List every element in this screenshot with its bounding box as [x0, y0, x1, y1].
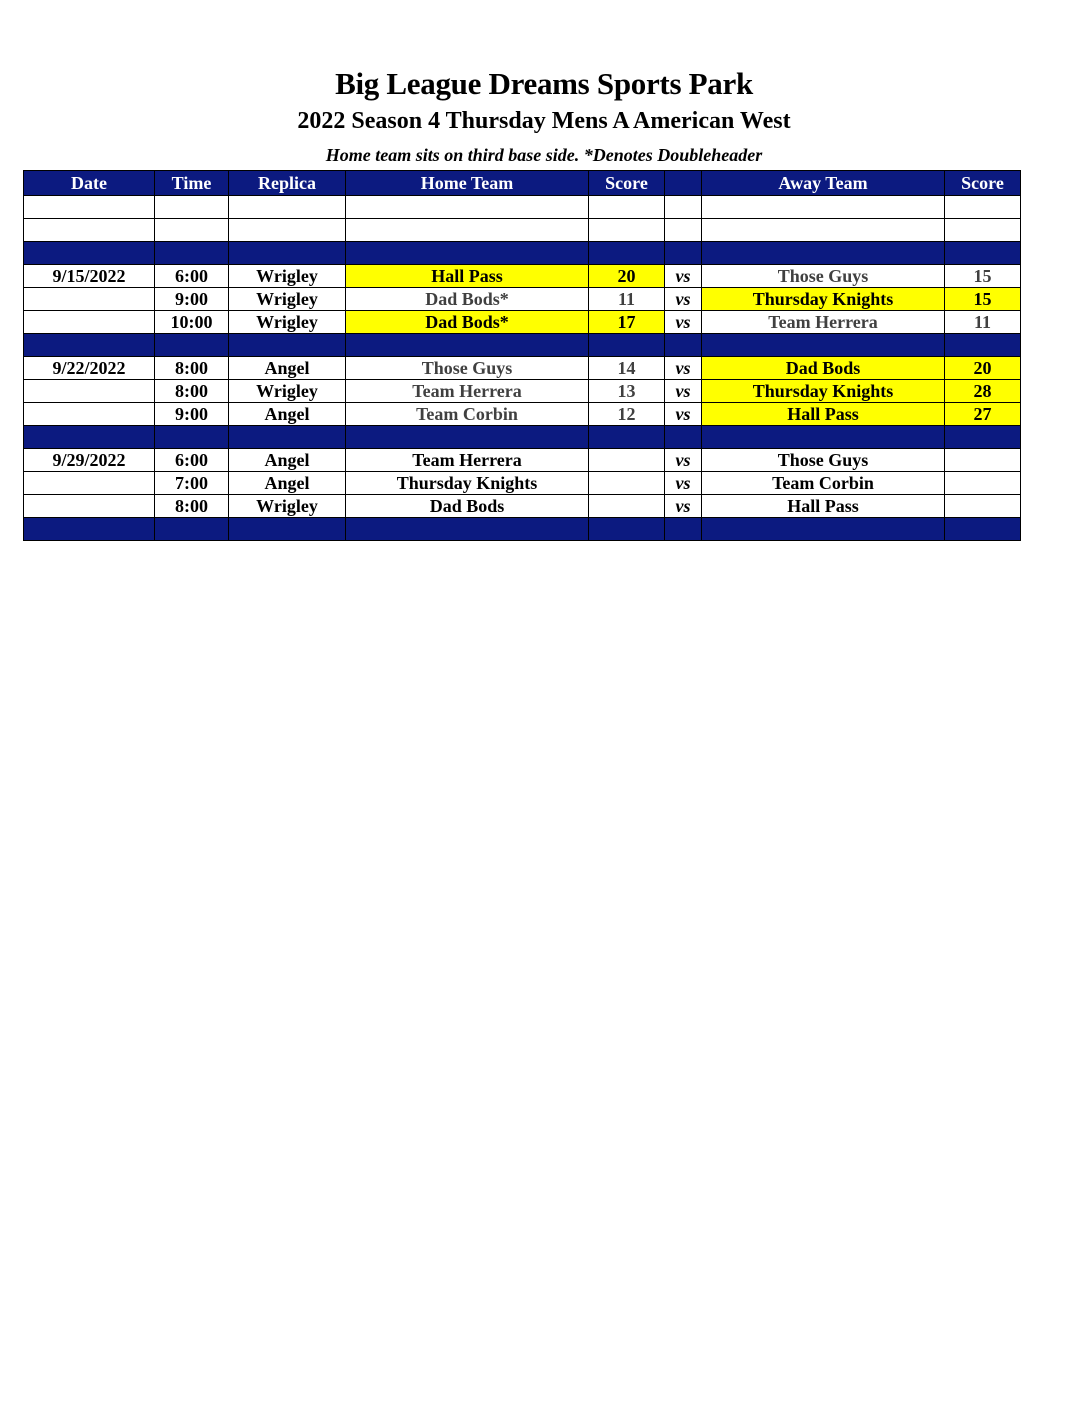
- separator-cell: [665, 518, 702, 541]
- home-team: Hall Pass: [346, 265, 589, 288]
- separator-cell: [24, 426, 155, 449]
- home-team: Dad Bods*: [346, 288, 589, 311]
- separator-cell: [155, 518, 229, 541]
- away-score: [945, 495, 1021, 518]
- vs-label: vs: [665, 449, 702, 472]
- separator-cell: [155, 426, 229, 449]
- home-team: Team Herrera: [346, 449, 589, 472]
- away-score: 11: [945, 311, 1021, 334]
- away-team: Thursday Knights: [702, 288, 945, 311]
- home-score: 20: [589, 265, 665, 288]
- away-team: Team Corbin: [702, 472, 945, 495]
- game-time: 7:00: [155, 472, 229, 495]
- game-replica: Angel: [229, 403, 346, 426]
- away-score: [945, 449, 1021, 472]
- separator-cell: [702, 242, 945, 265]
- empty-cell: [346, 219, 589, 242]
- game-time: 8:00: [155, 495, 229, 518]
- away-team: Those Guys: [702, 265, 945, 288]
- separator-cell: [346, 334, 589, 357]
- home-score: [589, 495, 665, 518]
- separator-cell: [702, 518, 945, 541]
- separator-cell: [229, 426, 346, 449]
- empty-cell: [702, 219, 945, 242]
- away-team: Dad Bods: [702, 357, 945, 380]
- game-row: [24, 472, 1021, 495]
- column-header-vs: [665, 171, 702, 196]
- separator-cell: [665, 334, 702, 357]
- doubleheader-note: Home team sits on third base side. *Denotes Doubleheader: [325, 145, 763, 165]
- empty-cell: [665, 196, 702, 219]
- away-team: Those Guys: [702, 449, 945, 472]
- game-date: 9/29/2022: [24, 449, 155, 472]
- game-replica: Wrigley: [229, 265, 346, 288]
- game-row: [24, 311, 1021, 334]
- separator-cell: [24, 518, 155, 541]
- away-team: Thursday Knights: [702, 380, 945, 403]
- separator-cell: [945, 426, 1021, 449]
- game-replica: Angel: [229, 472, 346, 495]
- empty-cell: [24, 219, 155, 242]
- away-score: 20: [945, 357, 1021, 380]
- game-date: 9/15/2022: [24, 265, 155, 288]
- empty-cell: [665, 219, 702, 242]
- empty-cell: [24, 196, 155, 219]
- home-score: [589, 449, 665, 472]
- column-header-home-team: Home Team: [346, 171, 589, 196]
- home-team: Dad Bods*: [346, 311, 589, 334]
- away-score: 28: [945, 380, 1021, 403]
- separator-cell: [589, 334, 665, 357]
- away-score: 15: [945, 288, 1021, 311]
- away-score: 27: [945, 403, 1021, 426]
- separator-cell: [665, 242, 702, 265]
- empty-cell: [589, 219, 665, 242]
- separator-cell: [155, 334, 229, 357]
- column-header-time: Time: [155, 171, 229, 196]
- game-row: [24, 449, 1021, 472]
- home-score: 12: [589, 403, 665, 426]
- vs-label: vs: [665, 380, 702, 403]
- game-date: [24, 311, 155, 334]
- game-time: 8:00: [155, 380, 229, 403]
- game-replica: Wrigley: [229, 380, 346, 403]
- empty-cell: [155, 219, 229, 242]
- away-team: Team Herrera: [702, 311, 945, 334]
- game-time: 6:00: [155, 265, 229, 288]
- home-team: Thursday Knights: [346, 472, 589, 495]
- vs-label: vs: [665, 357, 702, 380]
- separator-cell: [24, 242, 155, 265]
- separator-cell: [24, 334, 155, 357]
- game-row: [24, 288, 1021, 311]
- column-header-away-team: Away Team: [702, 171, 945, 196]
- empty-cell: [945, 196, 1021, 219]
- separator-cell: [155, 242, 229, 265]
- page-title: Big League Dreams Sports Park: [335, 66, 753, 101]
- separator-cell: [589, 242, 665, 265]
- vs-label: vs: [665, 403, 702, 426]
- vs-label: vs: [665, 311, 702, 334]
- home-team: Team Corbin: [346, 403, 589, 426]
- game-date: [24, 403, 155, 426]
- game-date: [24, 495, 155, 518]
- empty-cell: [945, 219, 1021, 242]
- separator-cell: [665, 426, 702, 449]
- game-row: [24, 380, 1021, 403]
- week-separator-row: [24, 242, 1021, 265]
- schedule-body: [24, 196, 1021, 541]
- home-score: 13: [589, 380, 665, 403]
- separator-cell: [346, 426, 589, 449]
- game-date: [24, 472, 155, 495]
- blank-row: [24, 219, 1021, 242]
- empty-cell: [702, 196, 945, 219]
- game-time: 9:00: [155, 288, 229, 311]
- week-separator-row: [24, 334, 1021, 357]
- separator-cell: [945, 518, 1021, 541]
- separator-cell: [346, 242, 589, 265]
- schedule-table: [23, 170, 1021, 541]
- separator-cell: [702, 334, 945, 357]
- vs-label: vs: [665, 265, 702, 288]
- column-header-date: Date: [24, 171, 155, 196]
- game-time: 8:00: [155, 357, 229, 380]
- home-score: 11: [589, 288, 665, 311]
- game-replica: Angel: [229, 357, 346, 380]
- game-row: [24, 265, 1021, 288]
- away-score: [945, 472, 1021, 495]
- separator-cell: [229, 518, 346, 541]
- game-replica: Wrigley: [229, 288, 346, 311]
- game-row: [24, 403, 1021, 426]
- separator-cell: [229, 242, 346, 265]
- home-team: Dad Bods: [346, 495, 589, 518]
- away-team: Hall Pass: [702, 403, 945, 426]
- header-row: [24, 171, 1021, 196]
- vs-label: vs: [665, 495, 702, 518]
- empty-cell: [589, 196, 665, 219]
- home-score: [589, 472, 665, 495]
- separator-cell: [229, 334, 346, 357]
- game-replica: Wrigley: [229, 311, 346, 334]
- page-subtitle: 2022 Season 4 Thursday Mens A American West: [297, 108, 791, 134]
- home-team: Team Herrera: [346, 380, 589, 403]
- column-header-replica: Replica: [229, 171, 346, 196]
- column-header-home-score: Score: [589, 171, 665, 196]
- game-date: [24, 288, 155, 311]
- game-date: 9/22/2022: [24, 357, 155, 380]
- home-team: Those Guys: [346, 357, 589, 380]
- game-date: [24, 380, 155, 403]
- away-score: 15: [945, 265, 1021, 288]
- game-replica: Wrigley: [229, 495, 346, 518]
- game-row: [24, 495, 1021, 518]
- game-time: 9:00: [155, 403, 229, 426]
- separator-cell: [346, 518, 589, 541]
- separator-cell: [589, 426, 665, 449]
- empty-cell: [229, 219, 346, 242]
- blank-row: [24, 196, 1021, 219]
- home-score: 17: [589, 311, 665, 334]
- game-time: 6:00: [155, 449, 229, 472]
- game-time: 10:00: [155, 311, 229, 334]
- home-score: 14: [589, 357, 665, 380]
- separator-cell: [702, 426, 945, 449]
- separator-cell: [589, 518, 665, 541]
- game-replica: Angel: [229, 449, 346, 472]
- separator-cell: [945, 242, 1021, 265]
- empty-cell: [229, 196, 346, 219]
- column-header-away-score: Score: [945, 171, 1021, 196]
- empty-cell: [155, 196, 229, 219]
- away-team: Hall Pass: [702, 495, 945, 518]
- empty-cell: [346, 196, 589, 219]
- week-separator-row: [24, 518, 1021, 541]
- vs-label: vs: [665, 472, 702, 495]
- vs-label: vs: [665, 288, 702, 311]
- separator-cell: [945, 334, 1021, 357]
- game-row: [24, 357, 1021, 380]
- week-separator-row: [24, 426, 1021, 449]
